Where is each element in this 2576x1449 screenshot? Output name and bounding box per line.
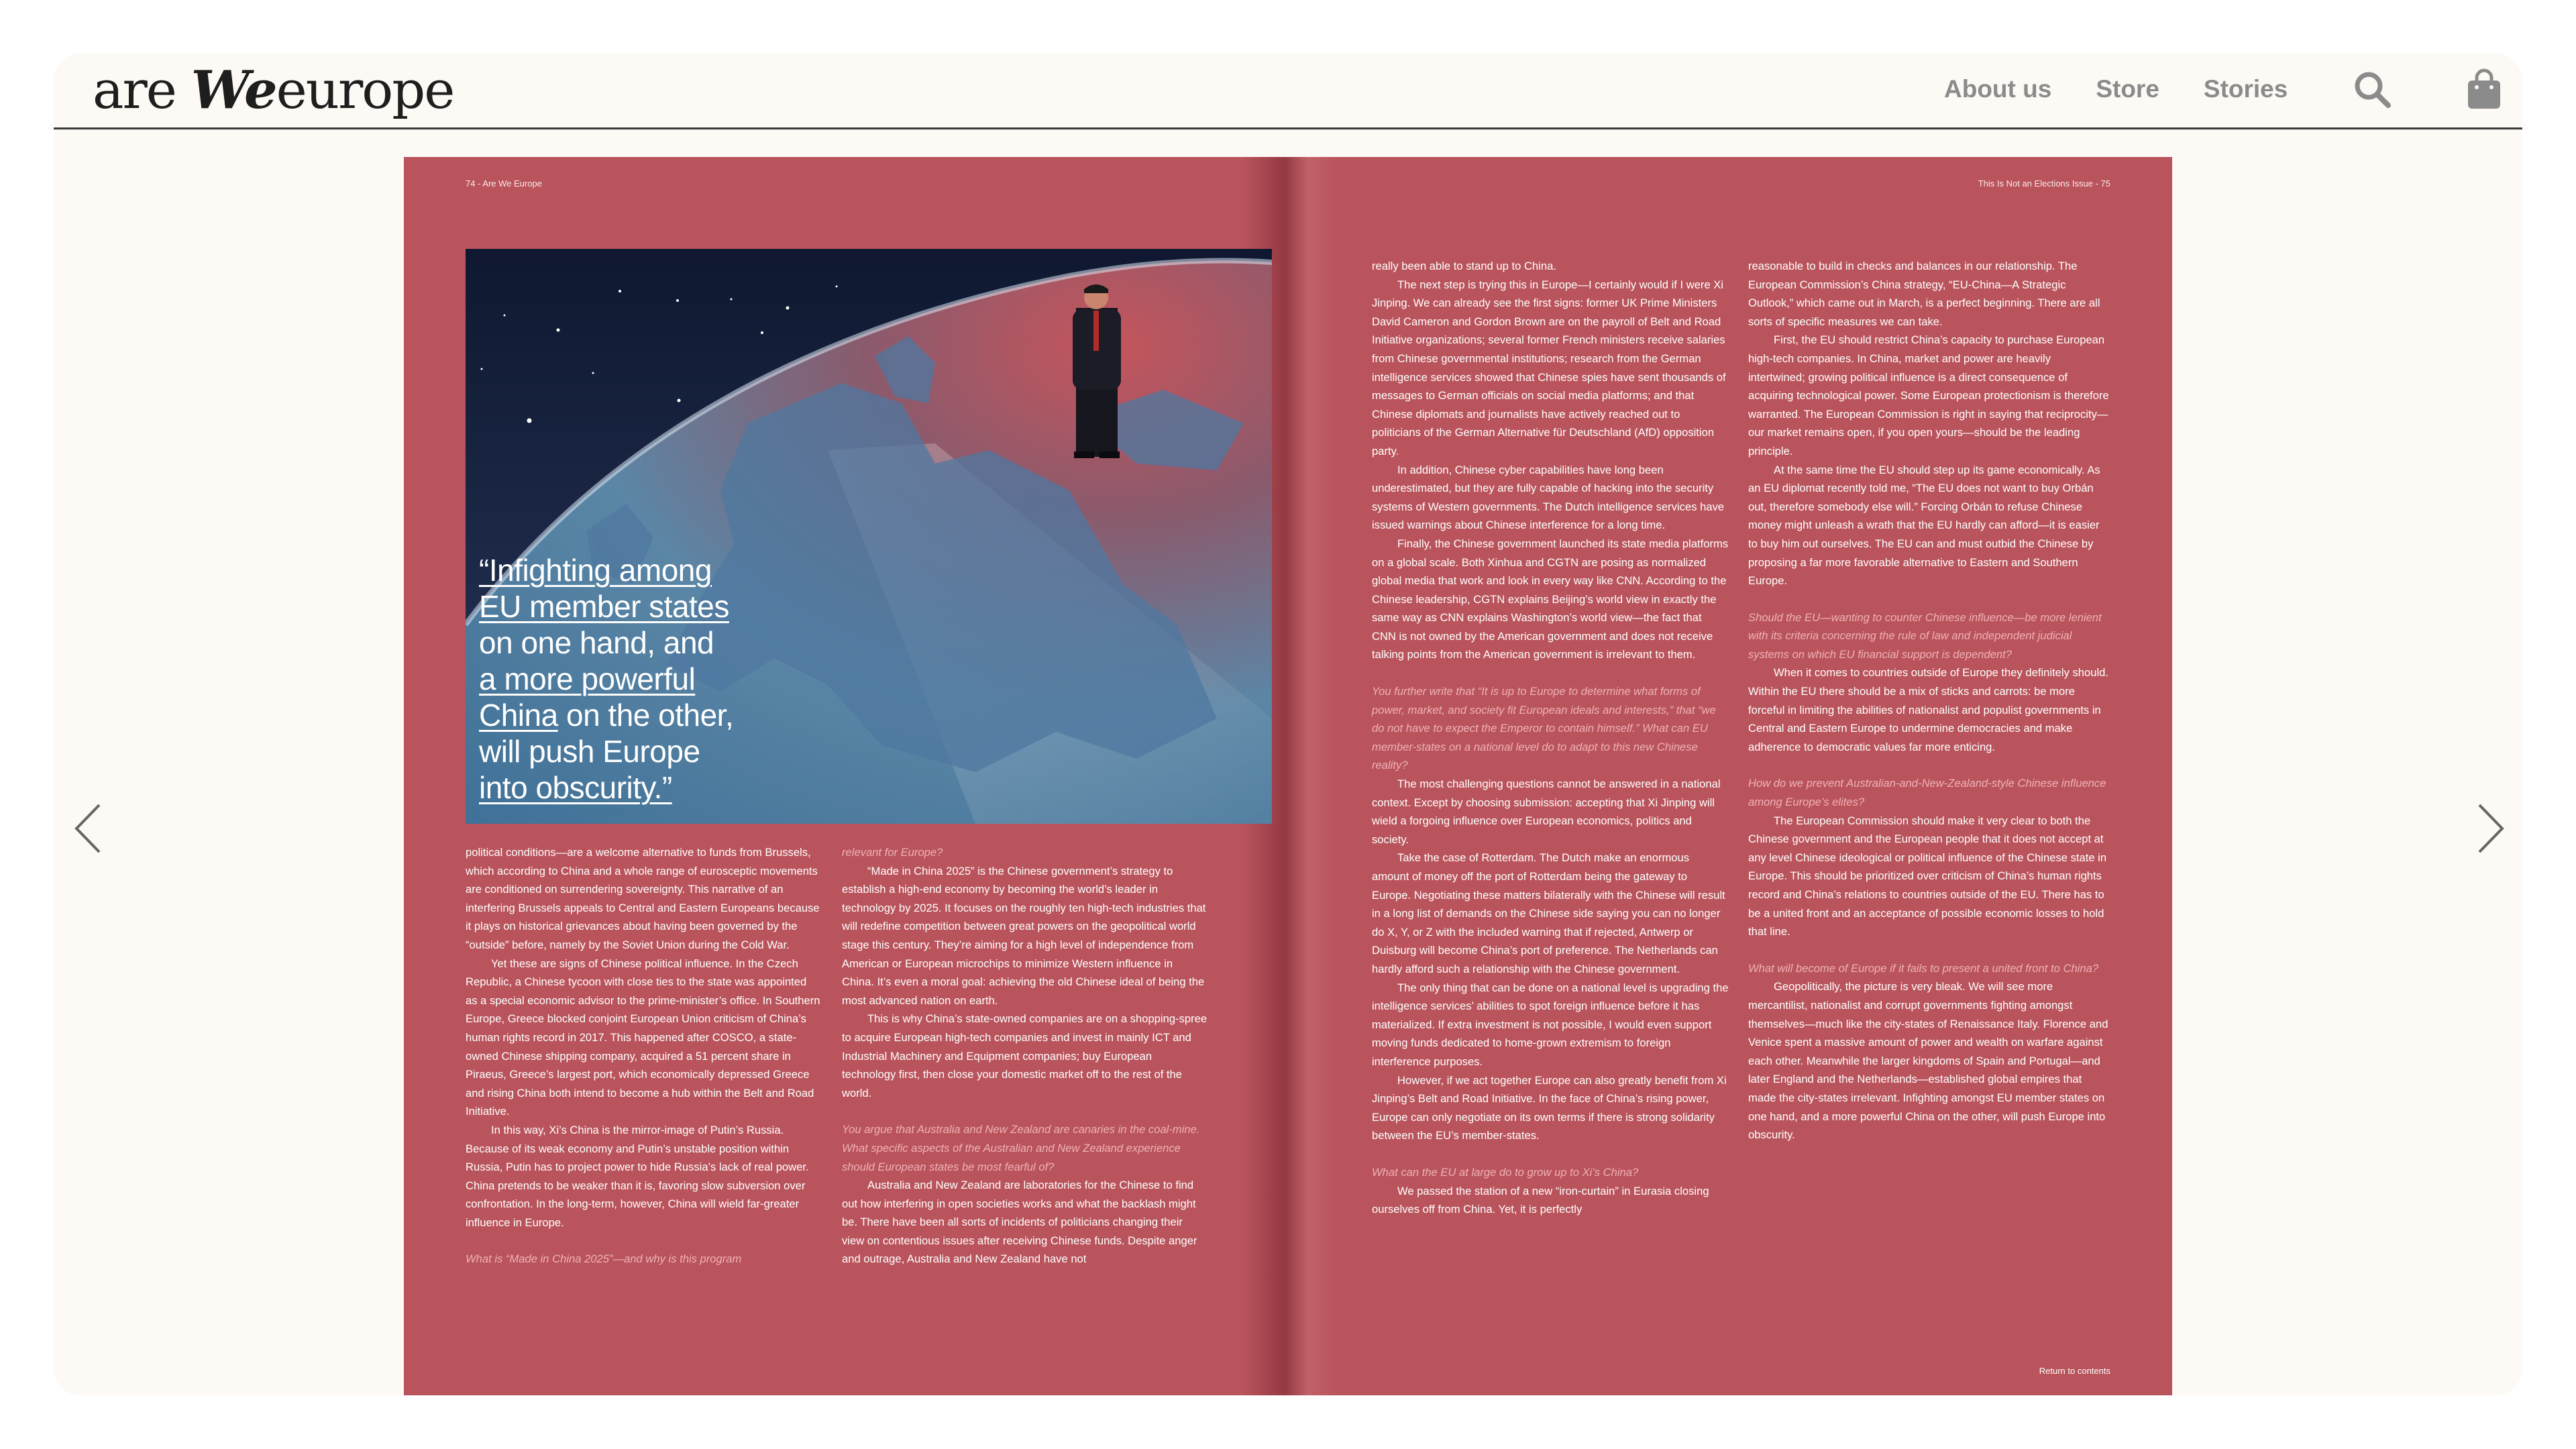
article-column-3 (1372, 257, 1729, 1219)
pull-quote-china: China (479, 698, 558, 733)
paragraph: Yet these are signs of Chinese political influence. In the Czech Republic, a Chinese tycoon with close ties to the state was appointed as a special economic advisor to the prime-minister’s office. In Southern Europe, Greece blocked conjoint European Union criticism of China’s human rights record in 2017. This happened after COSCO, a state-owned Chinese shipping company, acquired a 51 percent share in Piraeus, Greece’s largest port, which economically depressed Greece and rising China both intend to become a hub within the Belt and Road Initiative. (466, 957, 820, 1118)
paragraph: Australia and New Zealand are laboratories for the Chinese to find out how interfering in open societies works and what the backlash might be. There have been all sorts of incidents of politicians changing their view on contentious issues after receiving Chinese funds. Despite anger and outrage, Australia and New Zealand have not (842, 1179, 1197, 1266)
article-column-4 (1748, 257, 2110, 1144)
paragraph: reasonable to build in checks and balances in our relationship. The European Commission’s China strategy, “EU-China—A Strategic Outlook,” which came out in March, is a perfect beginning. There are all sorts of specific measures we can take. (1748, 260, 2100, 328)
logo-europe: europe (276, 60, 454, 121)
paragraph: We passed the station of a new “iron-curtain” in Eurasia closing ourselves off from China. Yet, it is perfectly (1372, 1184, 1709, 1216)
magazine-spread (404, 157, 2172, 1395)
shopping-bag-icon[interactable] (2465, 68, 2504, 110)
site-frame (54, 54, 2522, 1395)
article-column-2 (842, 843, 1208, 1269)
paragraph: First, the EU should restrict China’s capacity to purchase European high-tech companies. In China, market and power are heavily intertwined; growing political influence is a direct consequence of acquiring technological power. Some European protectionism is therefore warranted. The European Commission is right in saying that reciprocity—our market remains open, if you open yours—should be the leading principle. (1748, 333, 2109, 458)
pull-quote-line-4: a more powerful (479, 661, 696, 696)
paragraph: Geopolitically, the picture is very bleak. We will see more mercantilist, nationalist and corrupt governments fighting amongst themselves—much like the city-states of Renaissance Italy. Florence and Venice spent a massive amount of power and wealth on warfare against each other. Meanwhile the larger kingdoms of Spain and Portugal—and later England and the Netherlands—established global empires that made the city-states irrelevant. Infighting amongst EU member states on one hand, and a more powerful China on the other, will push Europe into obscurity. (1748, 980, 2108, 1142)
pull-quote-line-1: “Infighting among (479, 553, 712, 588)
paragraph: When it comes to countries outside of Europe they definitely should. Within the EU there should be a mix of sticks and carrots: be more forceful in limiting the abilities of nationalist and populist governments in Central and Eastern Europe to undermine democracies and make adherence to democratic values far more enticing. (1748, 666, 2109, 753)
search-icon[interactable] (2353, 70, 2392, 109)
paragraph: The European Commission should make it very clear to both the Chinese government and the European people that it does not accept at any level Chinese ideological or political influence of the Chinese state in Europe. This should be prioritized over criticism of China’s human rights record and China’s relations to countries outside of the EU. There has to be a united front and an acceptance of possible economic losses to hold that line. (1748, 814, 2107, 938)
pull-quote-line-2: EU member states (479, 589, 729, 624)
paragraph: However, if we act together Europe can also greatly benefit from Xi Jinping’s Belt and Road Initiative. In the face of China’s rising power, Europe can only negotiate on its own terms if there is strong solidarity between the EU’s member-states. (1372, 1073, 1727, 1142)
interview-question: What can the EU at large do to grow up to Xi’s China? (1372, 1165, 1639, 1179)
interview-question: You argue that Australia and New Zealand are canaries in the coal-mine. What specific aspects of the Australian and New Zealand experience should European states be most fearful of? (842, 1123, 1200, 1173)
paragraph: “Made in China 2025” is the Chinese government’s strategy to establish a high-end economy by becoming the world’s leader in technology by 2025. It focuses on the roughly ten high-tech industries that will redefine competition between great powers on the geopolitical world stage this century. They’re aiming for a high level of independence from American or European microchips to minimize Western influence in China. It’s even a moral goal: achieving the old Chinese ideal of being the most advanced nation on earth. (842, 864, 1206, 1007)
running-head-right: This Is Not an Elections Issue - 75 (1978, 178, 2110, 189)
interview-question: relevant for Europe? (842, 846, 943, 859)
paragraph: In addition, Chinese cyber capabilities have long been underestimated, but they are fully capable of hacking into the security systems of Western governments. The Dutch intelligence services have issued warnings about Chinese interference for a long time. (1372, 463, 1725, 532)
interview-question: What will become of Europe if it fails to present a united front to China? (1748, 961, 2099, 975)
return-to-contents-link[interactable]: Return to contents (2039, 1366, 2110, 1376)
paragraph: political conditions—are a welcome alternative to funds from Brussels, which according to China and a whole range of eurosceptic movements are conditioned on surrendering sovereignty. This narrative of an interfering Brussels appeals to Central and Eastern Europeans because it plays on historical grievances about having been governed by the “outside” before, namely by the Soviet Union during the Cold War. (466, 846, 820, 951)
pull-quote-line-7: into obscurity.” (479, 770, 672, 805)
nav-links (1944, 72, 2288, 106)
interview-question: What is “Made in China 2025”—and why is this program (466, 1252, 742, 1266)
running-head-left: 74 - Are We Europe (466, 178, 542, 189)
paragraph: At the same time the EU should step up its game economically. As an EU diplomat recently told me, “The EU does not want to buy Orbán out, therefore somebody else will.” Forcing Orbán to refuse Chinese money might unleash a wrath that the EU hardly can afford—it is easier to buy him out ourselves. The EU can and must outbid the Chinese by proposing a far more favorable alternative to Eastern and Southern Europe. (1748, 463, 2100, 588)
nav-stories[interactable]: Stories (2203, 75, 2288, 103)
chevron-right-icon[interactable] (2470, 798, 2510, 859)
nav-store[interactable]: Store (2096, 75, 2159, 103)
hero-illustration (466, 249, 1272, 824)
logo-are: are (93, 60, 191, 121)
pull-quote-line-3: on one hand, and (479, 625, 714, 660)
interview-question: How do we prevent Australian-and-New-Zealand-style Chinese influence among Europe’s elites? (1748, 777, 2106, 809)
paragraph: This is why China’s state-owned companies are on a shopping-spree to acquire European high-tech companies and invest in mainly ICT and Industrial Machinery and Equipment companies; buy European technology first, then close your domestic market off to the rest of the world. (842, 1012, 1208, 1099)
paragraph: Take the case of Rotterdam. The Dutch make an enormous amount of money off the port of Rotterdam being the gateway to Europe. Negotiating these matters bilaterally with the Chinese will result in a long list of demands on the Chinese side saying you can no longer do X, Y, or Z with the included warning that if rejected, Antwerp or Duisburg will become China’s port of preference. The Netherlands can hardly afford such a relationship with the Chinese government. (1372, 851, 1725, 975)
pull-quote-line-5: on the other, (557, 698, 734, 733)
interview-question: You further write that “It is up to Europe to determine what forms of power, market, and society fit European ideals and interests,” that “we do not have to expect the Emperor to contain himself.” What can EU member-states on a national level do to adapt to this new Chinese reality? (1372, 685, 1716, 772)
nav-about-us[interactable]: About us (1944, 75, 2052, 103)
interview-question: Should the EU—wanting to counter Chinese influence—be more lenient with its criteria concerning the rule of law and independent judicial systems on which EU financial support is dependent? (1748, 610, 2102, 661)
top-navigation (54, 54, 2522, 129)
chevron-left-icon[interactable] (68, 798, 109, 859)
pull-quote-line-6: will push Europe (479, 734, 700, 769)
paragraph: The next step is trying this in Europe—I certainly would if I were Xi Jinping. We can already see the first signs: former UK Prime Ministers David Cameron and Gordon Brown are on the payroll of Belt and Road Initiative organizations; several former French ministers receive salaries from Chinese governmental institutions; research from the German intelligence services showed that Chinese spies have sent thousands of messages to German officials on social media platforms; and that Chinese diplomats and journalists have actively reached out to politicians of the German Alternative für Deutschland (AfD) opposition party. (1372, 278, 1726, 458)
paragraph: The only thing that can be done on a national level is upgrading the intelligence services’ abilities to spot foreign influence before it has materialized. If extra investment is not possible, I would even support moving funds dedicated to home-grown extremism to foreign interference purposes. (1372, 981, 1729, 1068)
paragraph: In this way, Xi’s China is the mirror-image of Putin’s Russia. Because of its weak economy and Putin’s unstable position within Russia, Putin has to project power to hide Russia’s lack of real power. China pretends to be weaker than it is, favoring slow subversion over confrontation. In the long-term, however, China will wield far-greater influence in Europe. (466, 1123, 809, 1229)
logo-we: We (191, 60, 276, 121)
site-logo[interactable] (93, 60, 453, 121)
pull-quote (479, 552, 828, 806)
paragraph: The most challenging questions cannot be answered in a national context. Except by choosing submission: accepting that Xi Jinping will wield a forgoing influence over European economics, politics and society. (1372, 777, 1721, 846)
paragraph: really been able to stand up to China. (1372, 260, 1556, 272)
article-column-1 (466, 843, 821, 1269)
paragraph: Finally, the Chinese government launched its state media platforms on a global scale. Both Xinhua and CGTN are posing as normalized global media that work and look in every way like CNN. According to the Chinese leadership, CGTN explains Beijing’s world view in exactly the same way as CNN explains Washington’s world view—the fact that CNN is not owned by the American government and does not receive talking points from the American government is irrelevant to them. (1372, 537, 1729, 661)
